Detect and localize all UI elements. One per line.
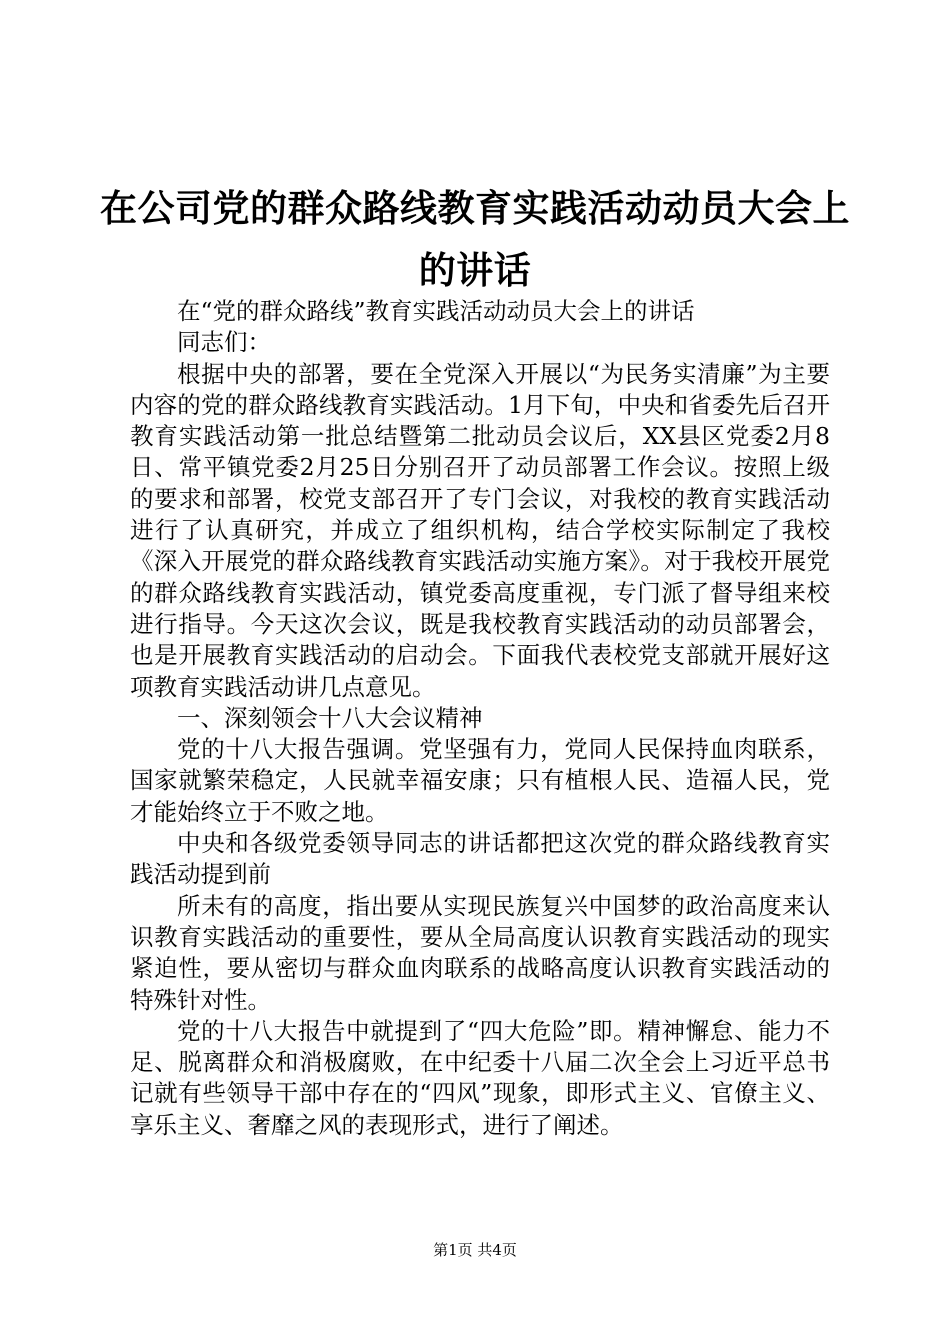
paragraph: 所未有的高度，指出要从实现民族复兴中国梦的政治高度来认识教育实践活动的重要性，要从全局高度认识教育实践活动的现实紧迫性，要从密切与群众血肉联系的战略高度认识教育实践活动的特殊针对性。 bbox=[130, 891, 830, 1014]
paragraph-intro: 根据中央的部署，要在全党深入开展以“为民务实清廉”为主要内容的党的群众路线教育实践活动。1月下旬，中央和省委先后召开教育实践活动第一批总结暨第二批动员会议后，XX县区党委2月8日、常平镇党委2月25日分别召开了动员部署工作会议。按照上级的要求和部署，校党支部召开了专门会议，对我校的教育实践活动进行了认真研究，并成立了组织机构，结合学校实际制定了我校《深入开展党的群众路线教育实践活动实施方案》。对于我校开展党的群众路线教育实践活动，镇党委高度重视，专门派了督导组来校进行指导。今天这次会议，既是我校教育实践活动的动员部署会，也是开展教育实践活动的启动会。下面我代表校党支部就开展好这项教育实践活动讲几点意见。 bbox=[130, 359, 830, 701]
document-title: 在公司党的群众路线教育实践活动动员大会上的讲话 bbox=[100, 187, 850, 292]
paragraph-heading-line: 在“党的群众路线”教育实践活动动员大会上的讲话 bbox=[177, 297, 695, 325]
paragraph: 中央和各级党委领导同志的讲话都把这次党的群众路线教育实践活动提到前 bbox=[130, 829, 830, 889]
paragraph: 党的十八大报告中就提到了“四大危险”即。精神懈怠、能力不足、脱离群众和消极腐败，在中纪委十八届二次全会上习近平总书记就有些领导干部中存在的“四风”现象，即形式主义、官僚主义、享乐主义、奢靡之风的表现形式，进行了阐述。 bbox=[130, 1016, 830, 1139]
section-heading-1: 一、深刻领会十八大会议精神 bbox=[177, 703, 483, 732]
page-number-footer: 第1页 共4页 bbox=[433, 1241, 517, 1259]
paragraph: 党的十八大报告强调。党坚强有力，党同人民保持血肉联系，国家就繁荣稳定，人民就幸福安康；只有植根人民、造福人民，党才能始终立于不败之地。 bbox=[130, 735, 830, 826]
paragraph-salutation: 同志们： bbox=[177, 328, 271, 357]
document-body bbox=[130, 296, 830, 1141]
